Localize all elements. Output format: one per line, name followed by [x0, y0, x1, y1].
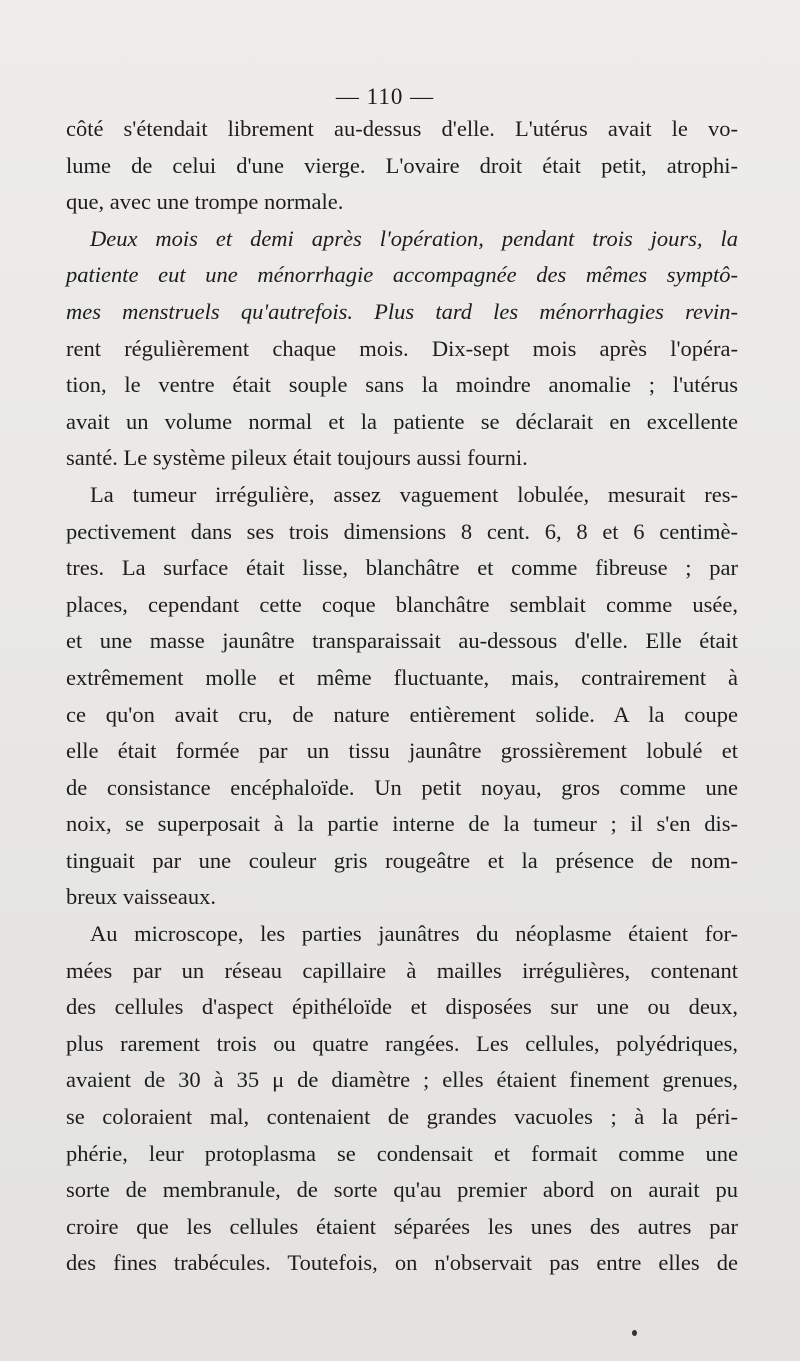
- text-line: Au microscope, les parties jaunâtres du néoplasme étaient for-: [90, 921, 738, 947]
- text-line: lume de celui d'une vierge. L'ovaire droit était petit, atrophi-: [66, 152, 738, 178]
- text-line: sorte de membranule, de sorte qu'au premier abord on aurait pu: [66, 1177, 738, 1203]
- ink-speck: [632, 1330, 637, 1336]
- body-text: [66, 111, 738, 1282]
- text-line: Deux mois et demi après l'opération, pendant trois jours, la: [90, 225, 738, 251]
- text-line: La tumeur irrégulière, assez vaguement lobulée, mesurait res-: [90, 481, 738, 507]
- text-line: que, avec une trompe normale.: [66, 189, 344, 215]
- text-line: places, cependant cette coque blanchâtre semblait comme usée,: [66, 591, 738, 617]
- text-line: elle était formée par un tissu jaunâtre grossièrement lobulé et: [66, 738, 738, 764]
- text-line: des fines trabécules. Toutefois, on n'observait pas entre elles de: [66, 1250, 738, 1276]
- text-line: tion, le ventre était souple sans la moindre anomalie ; l'utérus: [66, 372, 738, 398]
- text-line: rent régulièrement chaque mois. Dix-sept mois après l'opéra-: [66, 335, 738, 361]
- text-line: phérie, leur protoplasma se condensait et formait comme une: [66, 1140, 738, 1166]
- text-line: mes menstruels qu'autrefois. Plus tard les ménorrhagies revin-: [66, 298, 738, 324]
- text-line: des cellules d'aspect épithéloïde et disposées sur une ou deux,: [66, 994, 738, 1020]
- text-line: plus rarement trois ou quatre rangées. Les cellules, polyédriques,: [66, 1030, 738, 1056]
- text-line: noix, se superposait à la partie interne de la tumeur ; il s'en dis-: [66, 811, 738, 837]
- text-line: tinguait par une couleur gris rougeâtre et la présence de nom-: [66, 847, 738, 873]
- text-line: côté s'étendait librement au-dessus d'elle. L'utérus avait le vo-: [66, 116, 738, 141]
- text-line: et une masse jaunâtre transparaissait au-dessous d'elle. Elle était: [66, 628, 738, 654]
- text-line: pectivement dans ses trois dimensions 8 cent. 6, 8 et 6 centimè-: [66, 518, 738, 544]
- text-line: se coloraient mal, contenaient de grandes vacuoles ; à la péri-: [66, 1104, 738, 1130]
- text-line: mées par un réseau capillaire à mailles irrégulières, contenant: [66, 957, 738, 983]
- page-number: — 110 —: [335, 84, 435, 109]
- text-line: de consistance encéphaloïde. Un petit noyau, gros comme une: [66, 774, 738, 800]
- text-line: breux vaisseaux.: [66, 884, 216, 910]
- text-line: santé. Le système pileux était toujours aussi fourni.: [66, 445, 528, 471]
- text-line: tres. La surface était lisse, blanchâtre et comme fibreuse ; par: [66, 555, 738, 581]
- text-line: patiente eut une ménorrhagie accompagnée des mêmes symptô-: [66, 262, 738, 288]
- text-line: ce qu'on avait cru, de nature entièrement solide. A la coupe: [66, 701, 738, 727]
- text-line: croire que les cellules étaient séparées les unes des autres par: [66, 1213, 738, 1239]
- text-line: extrêmement molle et même fluctuante, mais, contrairement à: [66, 664, 738, 690]
- text-line: avait un volume normal et la patiente se déclarait en excellente: [66, 408, 738, 434]
- text-line: avaient de 30 à 35 μ de diamètre ; elles étaient finement grenues,: [66, 1067, 738, 1093]
